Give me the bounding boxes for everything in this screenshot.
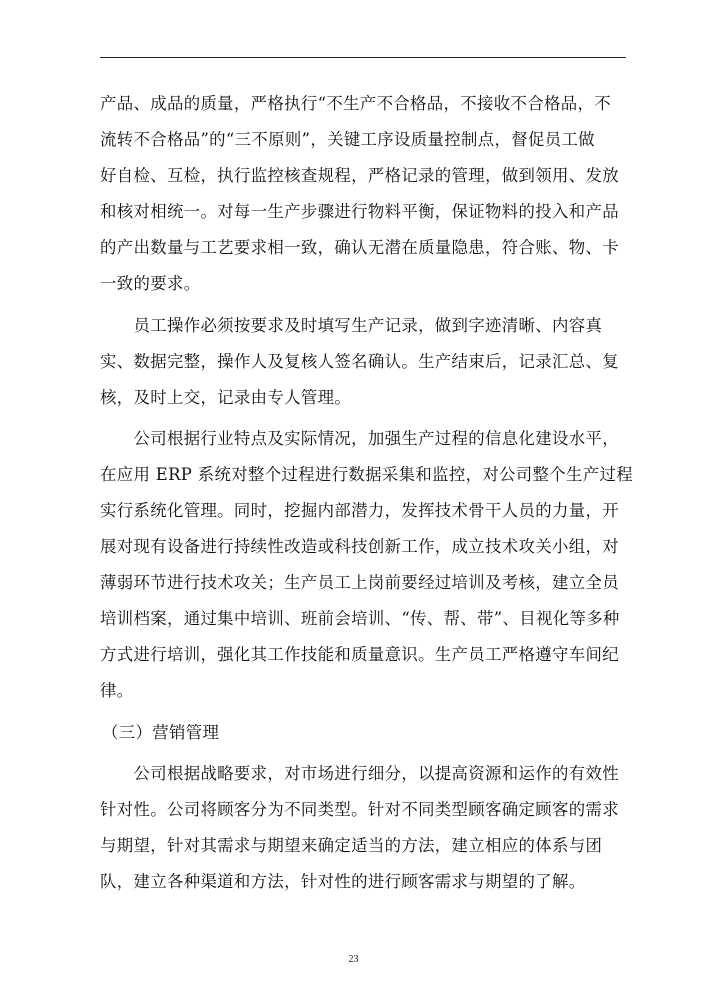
header-rule — [100, 57, 626, 58]
paragraph-production-records — [100, 308, 634, 416]
text-line: 公司根据行业特点及实际情况，加强生产过程的信息化建设水平， — [100, 429, 619, 449]
paragraph-informatization — [100, 421, 634, 709]
text-line: 的产出数量与工艺要求相一致，确认无潜在质量隐患，符合账、物、卡 — [100, 238, 619, 257]
text-line: 针对性。公司将顾客分为不同类型。针对不同类型顾客确定顾客的需求 — [100, 800, 619, 820]
text-line: 产品、成品的质量，严格执行“不生产不合格品，不接收不合格品，不 — [100, 94, 611, 113]
text-line: 流转不合格品”的“三不原则”，关键工序设质量控制点，督促员工做 — [100, 130, 595, 149]
text-line: 和核对相统一。对每一生产步骤进行物料平衡，保证物料的投入和产品 — [100, 202, 619, 221]
text-line: 展对现有设备进行持续性改造或科技创新工作，成立技术攻关小组，对 — [100, 537, 619, 557]
text-line: 员工操作必须按要求及时填写生产记录，做到字迹清晰、内容真 — [100, 315, 603, 335]
text-line: 实、数据完整，操作人及复核人签名确认。生产结束后，记录汇总、复 — [100, 351, 619, 371]
section-heading — [100, 715, 634, 751]
text-line: 律。 — [100, 681, 134, 701]
section-heading-text: （三）营销管理 — [102, 722, 220, 742]
text-line: 核，及时上交，记录由专人管理。 — [100, 387, 352, 407]
text-line: 实行系统化管理。同时，挖掘内部潜力，发挥技术骨干人员的力量，开 — [100, 501, 619, 521]
text-line: 一致的要求。 — [100, 274, 201, 293]
paragraph-quality-control — [100, 86, 634, 302]
text-line: 与期望，针对其需求与期望来确定适当的方法，建立相应的体系与团 — [100, 836, 603, 856]
text-line: 公司根据战略要求，对市场进行细分，以提高资源和运作的有效性 — [100, 764, 619, 784]
text-line: 培训档案，通过集中培训、班前会培训、“传、帮、带”、目视化等多种 — [100, 609, 620, 629]
text-line: 队，建立各种渠道和方法，针对性的进行顾客需求与期望的了解。 — [100, 872, 586, 892]
text-line: 薄弱环节进行技术攻关；生产员工上岗前要经过培训及考核，建立全员 — [100, 573, 619, 593]
text-line: 好自检、互检，执行监控核查规程，严格记录的管理，做到领用、发放 — [100, 166, 619, 185]
text-line: 方式进行培训，强化其工作技能和质量意识。生产员工严格遵守车间纪 — [100, 645, 619, 665]
paragraph-marketing — [100, 756, 634, 900]
text-line: 在应用 ERP 系统对整个过程进行数据采集和监控，对公司整个生产过程 — [100, 465, 633, 485]
body-text — [100, 86, 634, 900]
page-number: 23 — [348, 954, 359, 965]
